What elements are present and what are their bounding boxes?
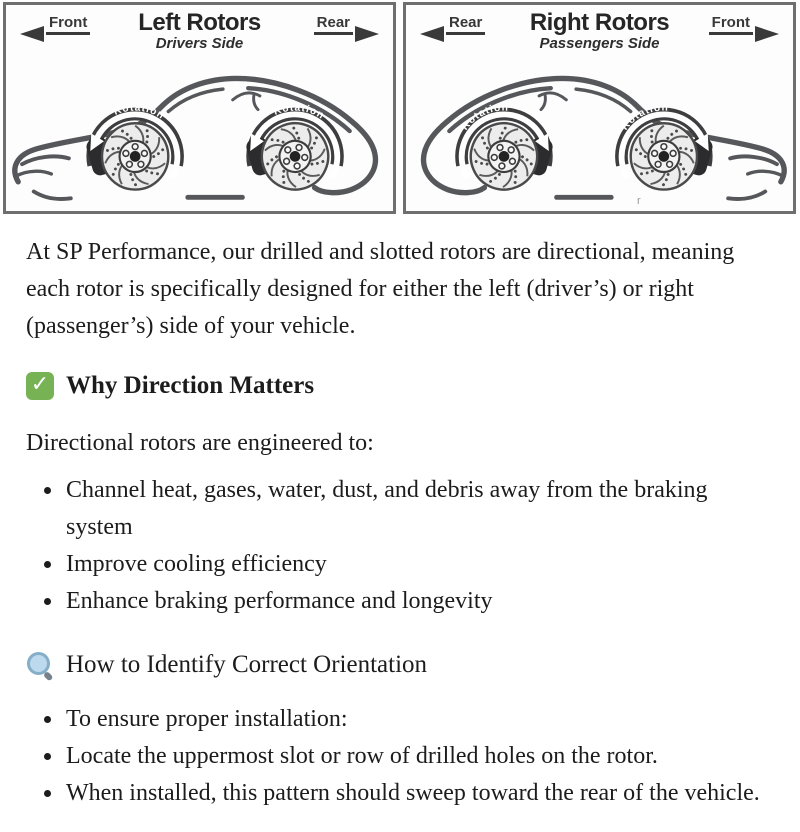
- car-illustration-right: [406, 55, 793, 211]
- list-item: • Channel heat, gases, water, dust, and debris away from the braking system: [64, 472, 772, 546]
- direction-label-text: Rear: [449, 14, 483, 31]
- panel-subtitle: Passengers Side: [539, 35, 660, 52]
- section-lead: Directional rotors are engineered to:: [26, 430, 374, 456]
- benefits-list: [26, 472, 772, 620]
- list-item: • Improve cooling efficiency: [64, 546, 772, 583]
- arrow-left-icon: [420, 26, 444, 42]
- arrow-left-icon: [20, 26, 44, 42]
- panel-title: Right Rotors: [529, 9, 670, 36]
- rotation-label: Rotation: [619, 102, 669, 133]
- section-heading-how-to-identify: [26, 651, 772, 679]
- section-title: How to Identify Correct Orientation: [66, 651, 428, 678]
- car-illustration-left: [6, 55, 393, 211]
- rotation-label: Rotation: [272, 102, 327, 122]
- stray-mark: r: [637, 195, 641, 207]
- panel-subtitle: Drivers Side: [155, 35, 244, 52]
- intro-paragraph: At SP Performance, our drilled and slotted rotors are directional, meaning each rotor is specifically designed for either the left (driver’s) or right (passenger’s) side of your vehicle.: [26, 239, 735, 339]
- panel-title: Left Rotors: [138, 9, 261, 36]
- magnifier-handle: [43, 671, 54, 682]
- right-rotors-panel: [403, 2, 796, 214]
- article: [0, 214, 800, 832]
- rotation-label: Rotation: [112, 102, 167, 122]
- rear-direction-label: [314, 14, 353, 35]
- rotor-direction-diagram: [0, 0, 800, 214]
- arrow-right-icon: [755, 26, 779, 42]
- direction-label-text: Front: [711, 14, 750, 31]
- list-item: • Locate the uppermost slot or row of drilled holes on the rotor.: [64, 738, 772, 775]
- front-direction-label: [709, 14, 753, 35]
- list-item: • To ensure proper installation:: [64, 701, 772, 738]
- list-item: • Enhance braking performance and longevity: [64, 583, 772, 620]
- rear-direction-label: [446, 14, 485, 35]
- orientation-steps-list: [26, 701, 772, 812]
- list-item: • When installed, this pattern should sweep toward the rear of the vehicle.: [64, 775, 772, 812]
- left-rotors-panel: [3, 2, 396, 214]
- arrow-right-icon: [355, 26, 379, 42]
- direction-label-text: Rear: [316, 14, 350, 31]
- front-direction-label: [46, 14, 90, 35]
- check-mark-icon: ✓: [26, 372, 54, 400]
- section-heading-why-direction-matters: [26, 372, 772, 400]
- direction-label-text: Front: [49, 14, 88, 31]
- right-panel-header: [406, 5, 793, 55]
- section-title: Why Direction Matters: [66, 372, 315, 399]
- magnifier-icon: [26, 651, 54, 679]
- rotation-label: Rotation: [459, 102, 510, 133]
- left-panel-header: [6, 5, 393, 55]
